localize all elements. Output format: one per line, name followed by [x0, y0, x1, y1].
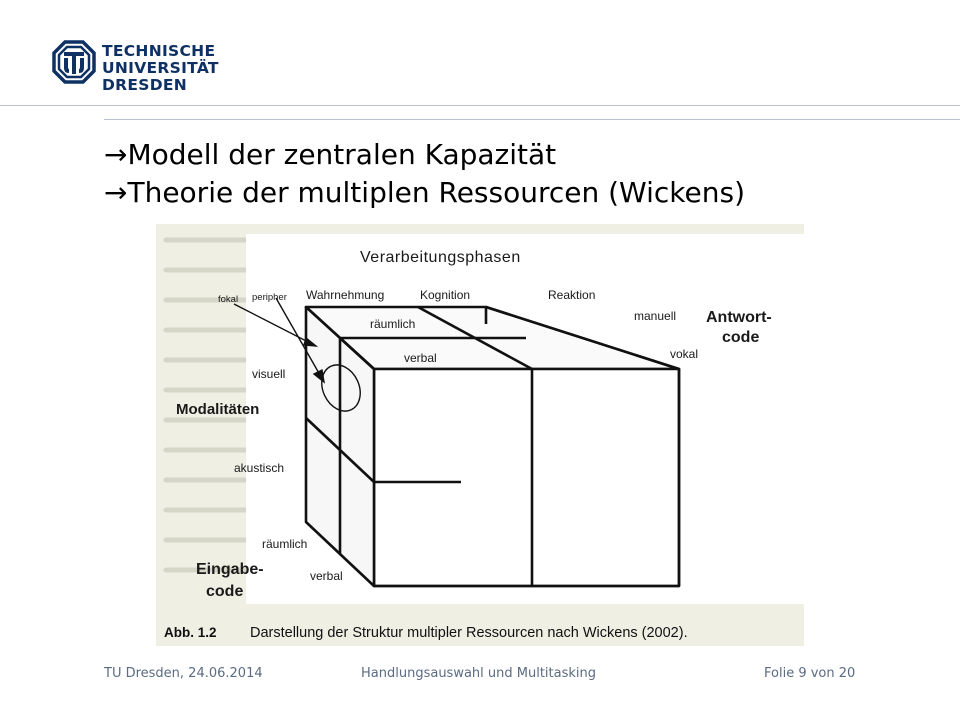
label-verbal-top: verbal	[404, 351, 437, 365]
multiple-resources-cube-diagram	[156, 224, 804, 646]
title-divider	[104, 119, 960, 120]
arrow-right-icon: →	[104, 138, 128, 171]
university-logo	[52, 40, 222, 100]
label-antwort-line-1: Antwort-	[706, 309, 772, 326]
label-vokal: vokal	[670, 347, 699, 361]
caption-text: Darstellung der Struktur multipler Ressourcen nach Wickens (2002).	[250, 625, 688, 641]
label-antwort-line-2: code	[722, 329, 760, 346]
label-peripher: peripher	[252, 292, 287, 303]
label-eingabe-line-2: code	[206, 583, 244, 600]
figure-caption	[164, 625, 688, 641]
label-raeumlich-top: räumlich	[370, 317, 416, 331]
title-line-1	[104, 136, 924, 174]
title-text-1: Modell der zentralen Kapazität	[127, 138, 557, 171]
label-wahrnehmung: Wahrnehmung	[306, 288, 385, 302]
logo-line-1: TECHNISCHE	[102, 42, 216, 60]
label-akustisch: akustisch	[234, 461, 285, 475]
label-verarbeitungsphasen: Verarbeitungsphasen	[360, 249, 521, 266]
label-raeumlich-bottom: räumlich	[262, 537, 308, 551]
logo-line-2: UNIVERSITÄT	[102, 59, 219, 77]
arrow-right-icon: →	[104, 176, 128, 209]
label-eingabe-line-1: Eingabe-	[196, 561, 264, 578]
caption-prefix: Abb. 1.2	[164, 625, 217, 640]
label-modalitaeten: Modalitäten	[176, 401, 260, 418]
label-verbal-bottom: verbal	[310, 569, 343, 583]
label-reaktion: Reaktion	[548, 288, 596, 302]
logo-wordmark	[102, 43, 219, 94]
label-manuell: manuell	[634, 309, 677, 323]
footer-slide-number: Folie 9 von 20	[764, 666, 856, 681]
header-divider	[0, 105, 960, 106]
footer-date: TU Dresden, 24.06.2014	[104, 666, 263, 681]
label-fokal: fokal	[218, 294, 239, 305]
slide-titles	[104, 136, 924, 212]
footer-topic: Handlungsauswahl und Multitasking	[361, 666, 597, 681]
title-line-2	[104, 174, 924, 212]
label-kognition: Kognition	[420, 288, 471, 302]
label-visuell: visuell	[252, 367, 286, 381]
scanned-figure	[156, 224, 804, 646]
logo-line-3: DRESDEN	[102, 76, 188, 94]
tu-dresden-crest-icon	[52, 40, 96, 84]
title-text-2: Theorie der multiplen Ressourcen (Wickens)	[127, 176, 745, 209]
